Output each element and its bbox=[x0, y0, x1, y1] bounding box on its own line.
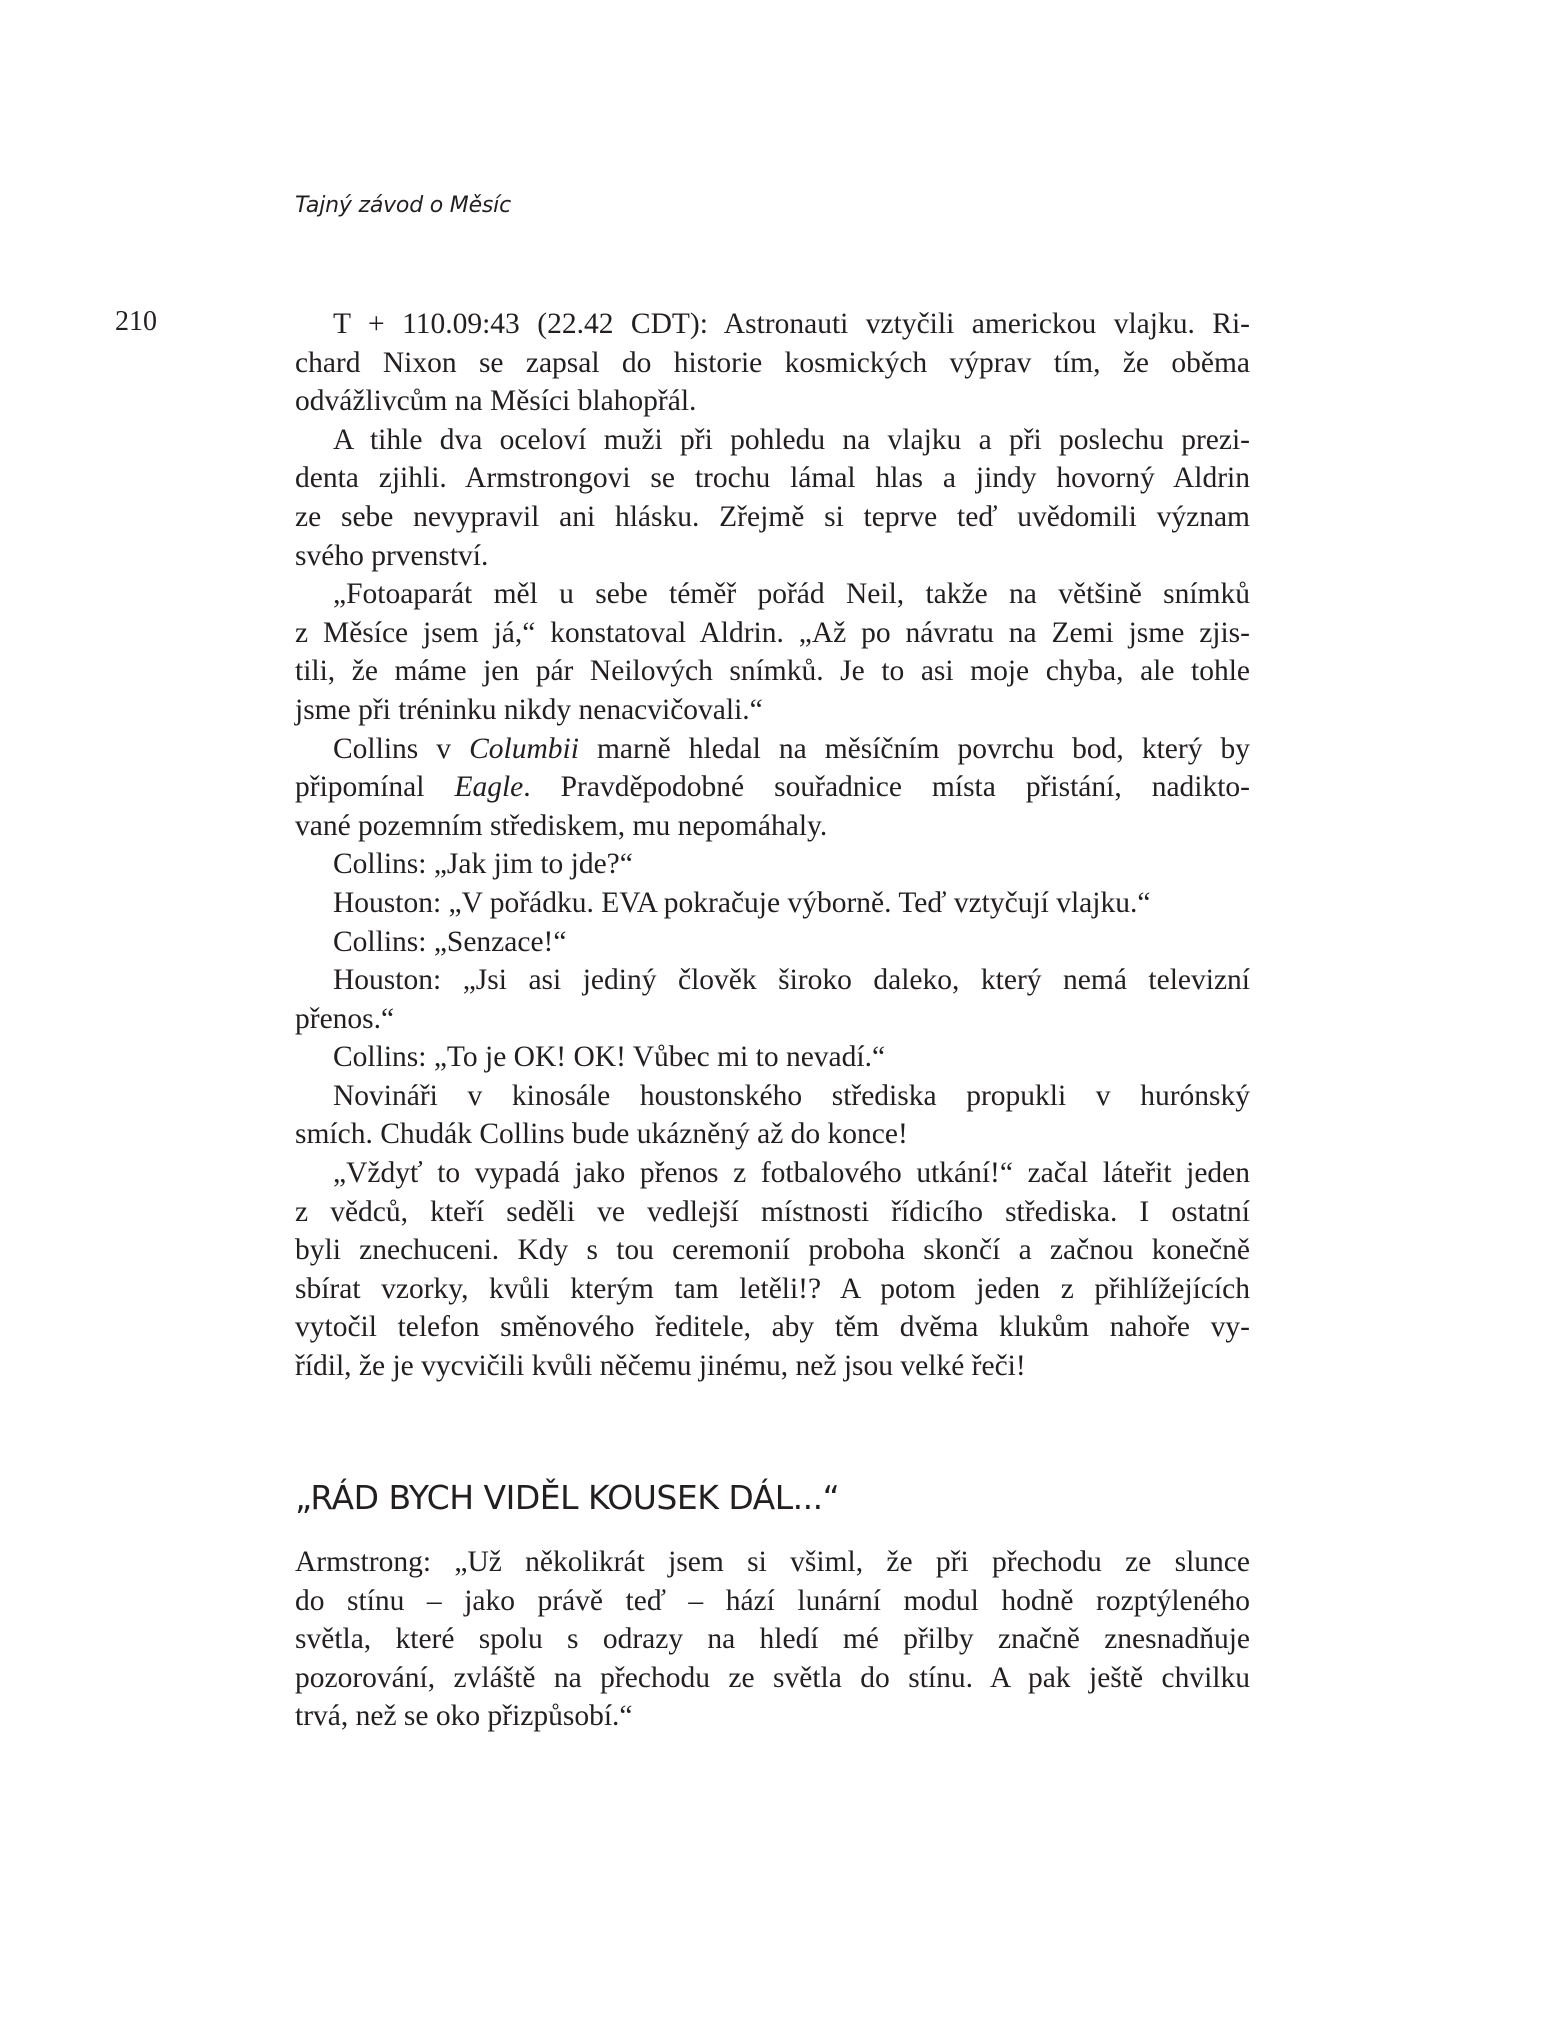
text-line: jsme při tréninku nikdy nenacvičovali.“ bbox=[295, 693, 763, 726]
text-line: Armstrong: „Už několikrát jsem si všiml, že při přechodu ze slunce bbox=[295, 1546, 1250, 1578]
text-line: A tihle dva oceloví muži při pohledu na vlajku a při poslechu prezi- bbox=[333, 423, 1250, 456]
body-text-section-2 bbox=[295, 1543, 1250, 1736]
text-line: Novináři v kinosále houstonského střediska propukli v hurónský bbox=[333, 1079, 1250, 1112]
text-line: denta zjihli. Armstrongovi se trochu lámal hlas a jindy hovorný Aldrin bbox=[295, 462, 1250, 495]
text-line: Collins: „To je OK! OK! Vůbec mi to nevadí.“ bbox=[333, 1041, 886, 1074]
text-line: „Fotoaparát měl u sebe téměř pořád Neil, takže na většině snímků bbox=[333, 578, 1250, 611]
section-heading: „RÁD BYCH VIDĚL KOUSEK DÁL...“ bbox=[295, 1478, 840, 1517]
running-head: Tajný závod o Měsíc bbox=[295, 193, 511, 218]
text-line: z vědců, kteří seděli ve vedlejší místnosti řídicího střediska. I ostatní bbox=[295, 1195, 1250, 1228]
text-line: Collins: „Jak jim to jde?“ bbox=[333, 848, 633, 881]
text-line: „Vždyť to vypadá jako přenos z fotbalového utkání!“ začal láteřit jeden bbox=[333, 1157, 1250, 1190]
page-number: 210 bbox=[115, 306, 157, 337]
text-line: smích. Chudák Collins bude ukázněný až do konce! bbox=[295, 1118, 908, 1151]
text-line: Collins: „Senzace!“ bbox=[333, 925, 567, 958]
text-line: Houston: „Jsi asi jediný člověk široko daleko, který nemá televizní bbox=[333, 964, 1250, 997]
text-line: z Měsíce jsem já,“ konstatoval Aldrin. „Až po návratu na Zemi jsme zjis- bbox=[295, 616, 1250, 649]
text-line: odvážlivcům na Měsíci blahopřál. bbox=[295, 385, 697, 418]
text-line: do stínu – jako právě teď – hází lunární modul hodně rozptýleného bbox=[295, 1584, 1250, 1617]
text-line: Collins v Columbii marně hledal na měsíčním povrchu bod, který by bbox=[333, 732, 1250, 765]
text-line: připomínal Eagle. Pravděpodobné souřadnice místa přistání, nadikto- bbox=[295, 771, 1251, 804]
text-line: byli znechuceni. Kdy s tou ceremonií proboha skončí a začnou konečně bbox=[295, 1234, 1250, 1267]
text-line: svého prvenství. bbox=[295, 539, 489, 572]
text-line: ze sebe nevypravil ani hlásku. Zřejmě si teprve teď uvědomili význam bbox=[295, 500, 1250, 533]
text-line: světla, které spolu s odrazy na hledí mé přilby značně znesnadňuje bbox=[295, 1623, 1250, 1656]
text-line: přenos.“ bbox=[295, 1002, 395, 1035]
text-line: Houston: „V pořádku. EVA pokračuje výborně. Teď vztyčují vlajku.“ bbox=[333, 886, 1151, 919]
text-line: řídil, že je vycvičili kvůli něčemu jinému, než jsou velké řeči! bbox=[295, 1350, 1026, 1383]
text-line: vané pozemním střediskem, mu nepomáhaly. bbox=[295, 809, 828, 842]
body-text-section-1 bbox=[295, 305, 1250, 1386]
text-line: trvá, než se oko přizpůsobí.“ bbox=[295, 1700, 633, 1733]
text-line: pozorování, zvláště na přechodu ze světla do stínu. A pak ještě chvilku bbox=[295, 1661, 1250, 1694]
text-line: tili, že máme jen pár Neilových snímků. Je to asi moje chyba, ale tohle bbox=[295, 655, 1250, 688]
text-line: sbírat vzorky, kvůli kterým tam letěli!? A potom jeden z přihlížejících bbox=[295, 1272, 1250, 1305]
text-line: vytočil telefon směnového ředitele, aby těm dvěma klukům nahoře vy- bbox=[295, 1311, 1250, 1344]
text-line: chard Nixon se zapsal do historie kosmických výprav tím, že oběma bbox=[295, 346, 1250, 379]
text-line: T + 110.09:43 (22.42 CDT): Astronauti vztyčili americkou vlajku. Ri- bbox=[333, 308, 1250, 340]
